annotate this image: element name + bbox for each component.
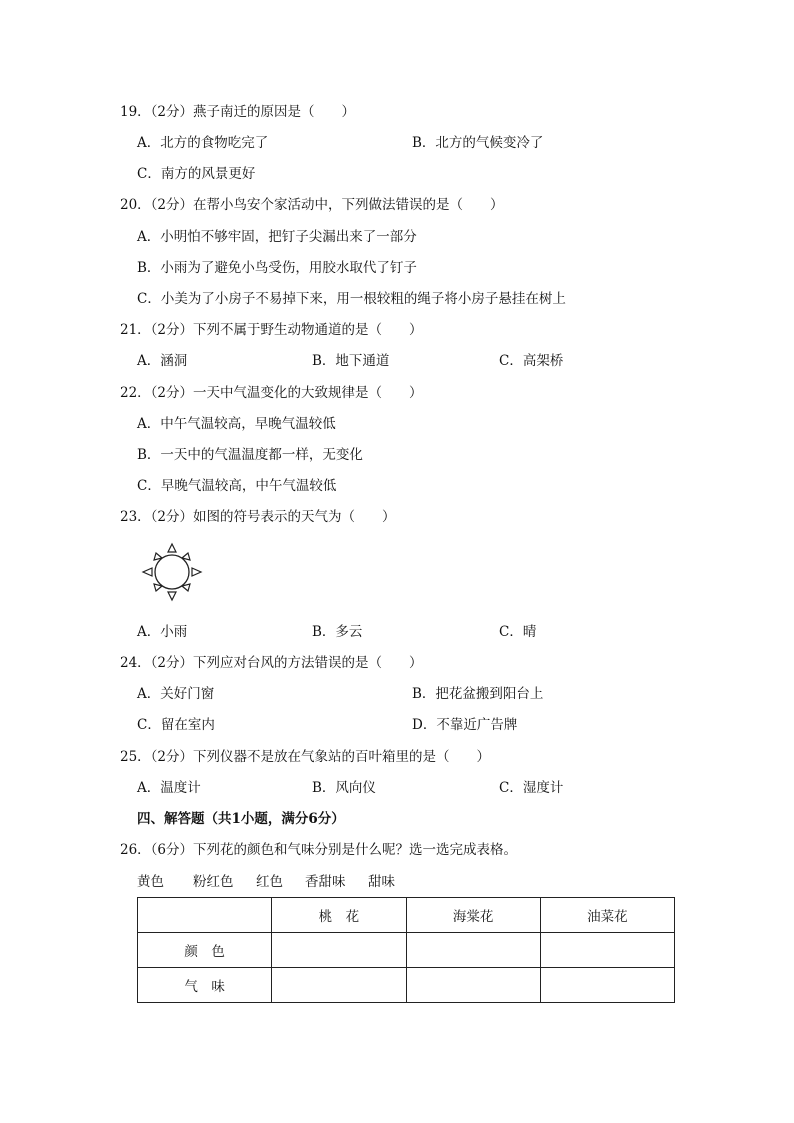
- question-19-option-a: A．北方的食物吃完了: [137, 135, 269, 151]
- question-25-stem: 25．（2分）下列仪器不是放在气象站的百叶箱里的是（ ）: [120, 749, 491, 765]
- section-title: 四、解答题（共1小题，满分6分）: [137, 811, 345, 827]
- question-20-option-c: C．小美为了小房子不易掉下来，用一根较粗的绳子将小房子悬挂在树上: [137, 291, 566, 307]
- question-22-option-a: A．中午气温较高，早晚气温较低: [137, 416, 336, 432]
- question-24-option-c: C．留在室内: [137, 717, 215, 733]
- answer-cell[interactable]: [540, 968, 674, 1003]
- question-21-stem: 21．（2分）下列不属于野生动物通道的是（ ）: [120, 322, 423, 338]
- row-label-smell: 气 味: [138, 968, 272, 1003]
- choice-word: 红色: [256, 874, 283, 890]
- choice-word: 粉红色: [193, 874, 234, 890]
- answer-cell[interactable]: [406, 933, 540, 968]
- question-23-stem: 23．（2分）如图的符号表示的天气为（ ）: [120, 509, 396, 525]
- question-24-stem: 24．（2分）下列应对台风的方法错误的是（ ）: [120, 655, 423, 671]
- question-23-option-a: A．小雨: [137, 624, 188, 640]
- question-24-option-a: A．关好门窗: [137, 686, 215, 702]
- question-21-option-b: B．地下通道: [312, 353, 390, 369]
- table-header-cell: 海棠花: [406, 898, 540, 933]
- question-19-stem: 19．（2分）燕子南迁的原因是（ ）: [120, 104, 356, 120]
- question-23-option-b: B．多云: [312, 624, 363, 640]
- choice-word: 甜味: [368, 874, 395, 890]
- question-23-option-c: C．晴: [499, 624, 537, 640]
- table-row: [138, 933, 675, 968]
- question-20-stem: 20．（2分）在帮小鸟安个家活动中，下列做法错误的是（ ）: [120, 197, 504, 213]
- table-header-cell: 油菜花: [540, 898, 674, 933]
- question-22-stem: 22．（2分）一天中气温变化的大致规律是（ ）: [120, 385, 423, 401]
- sun-weather-symbol-icon: [137, 540, 209, 608]
- answer-cell[interactable]: [406, 968, 540, 1003]
- question-24-option-b: B．把花盆搬到阳台上: [412, 686, 544, 702]
- choice-word: 香甜味: [305, 874, 346, 890]
- question-26-stem: 26．（6分）下列花的颜色和气味分别是什么呢？选一选完成表格。: [120, 842, 518, 858]
- question-20-option-b: B．小雨为了避免小鸟受伤，用胶水取代了钉子: [137, 260, 417, 276]
- question-22-option-c: C．早晚气温较高，中午气温较低: [137, 478, 337, 494]
- answer-cell[interactable]: [540, 933, 674, 968]
- question-22-option-b: B．一天中的气温温度都一样，无变化: [137, 447, 363, 463]
- question-21-option-c: C．高架桥: [499, 353, 564, 369]
- question-21-option-a: A．涵洞: [137, 353, 188, 369]
- question-25-option-b: B．风向仪: [312, 780, 376, 796]
- answer-cell[interactable]: [272, 933, 406, 968]
- table-header-cell: [138, 898, 272, 933]
- question-19-option-c: C．南方的风景更好: [137, 166, 256, 182]
- question-19-option-b: B．北方的气候变冷了: [412, 135, 544, 151]
- question-25-option-c: C．湿度计: [499, 780, 564, 796]
- question-20-option-a: A．小明怕不够牢固，把钉子尖漏出来了一部分: [137, 229, 417, 245]
- table-header-cell: 桃 花: [272, 898, 406, 933]
- choice-word: 黄色: [137, 874, 164, 890]
- row-label-color: 颜 色: [138, 933, 272, 968]
- flower-table: [137, 897, 675, 1003]
- table-header-row: [138, 898, 675, 933]
- question-24-option-d: D．不靠近广告牌: [412, 717, 518, 733]
- table-row: [138, 968, 675, 1003]
- question-25-option-a: A．温度计: [137, 780, 201, 796]
- answer-cell[interactable]: [272, 968, 406, 1003]
